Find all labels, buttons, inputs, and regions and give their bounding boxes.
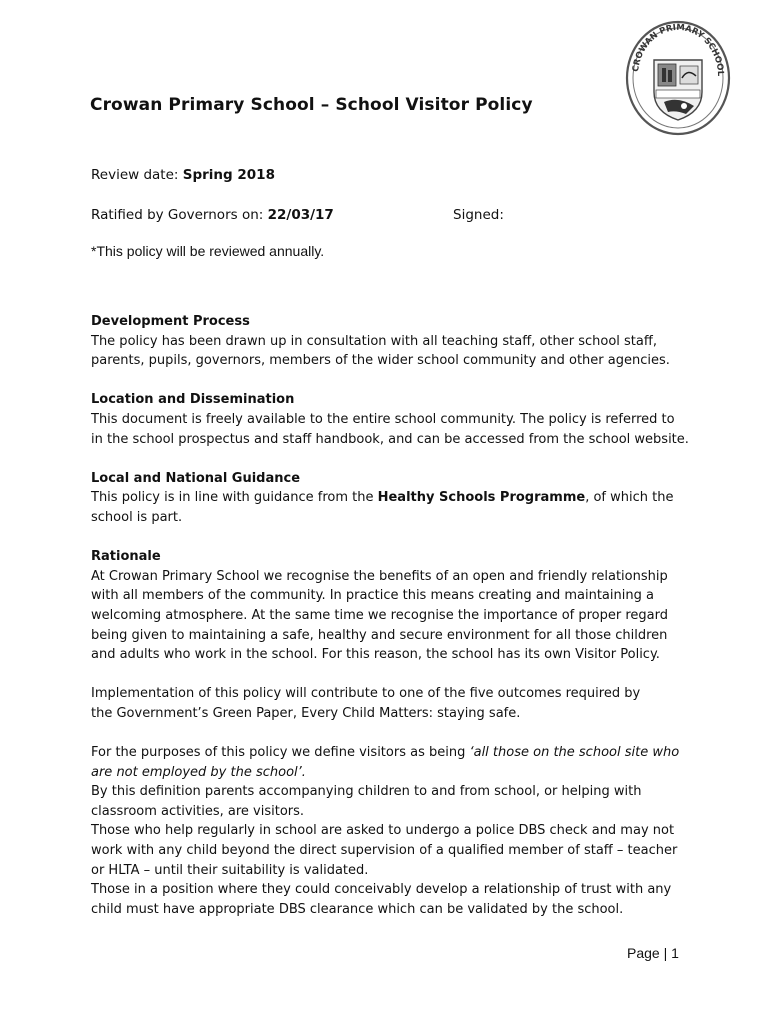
body-line: and adults who work in the school. For this reason, the school has its own Visitor Policy. bbox=[91, 647, 660, 663]
body-line: Implementation of this policy will contribute to one of the five outcomes required by bbox=[91, 686, 641, 702]
body-line: Those in a position where they could conceivably develop a relationship of trust with any bbox=[91, 882, 672, 898]
body-line bbox=[91, 743, 701, 763]
policy-body bbox=[91, 312, 701, 919]
review-date bbox=[91, 167, 275, 183]
definition-quote: are not employed by the school’. bbox=[91, 764, 306, 780]
body-line: work with any child beyond the direct supervision of a qualified member of staff – teacher bbox=[91, 843, 678, 859]
ratified-value: 22/03/17 bbox=[267, 207, 334, 223]
ratified-date bbox=[91, 207, 334, 223]
body-line: This document is freely available to the entire school community. The policy is referred to bbox=[91, 411, 675, 427]
body-line: parents, pupils, governors, members of the wider school community and other agencies. bbox=[91, 353, 670, 369]
seal-text: CROWAN PRIMARY SCHOOL bbox=[631, 22, 726, 77]
body-line: classroom activities, are visitors. bbox=[91, 803, 305, 819]
section-heading: Development Process bbox=[91, 314, 250, 329]
section-heading: Location and Dissemination bbox=[91, 392, 295, 408]
body-line bbox=[91, 488, 701, 508]
body-line: being given to maintaining a safe, healthy and secure environment for all those children bbox=[91, 627, 668, 643]
body-line: the Government’s Green Paper, Every Child Matters: staying safe. bbox=[91, 705, 521, 721]
school-seal-logo bbox=[624, 16, 732, 136]
body-line: in the school prospectus and staff handbook, and can be accessed from the school website. bbox=[91, 431, 689, 447]
page-number: 1 bbox=[671, 945, 679, 961]
body-line: child must have appropriate DBS clearance which can be validated by the school. bbox=[91, 901, 624, 917]
review-date-value: Spring 2018 bbox=[182, 167, 275, 183]
page-label: Page | bbox=[627, 945, 672, 961]
healthy-schools-programme: Healthy Schools Programme bbox=[377, 490, 586, 506]
body-line: By this definition parents accompanying children to and from school, or helping with bbox=[91, 784, 642, 800]
body-line: or HLTA – until their suitability is validated. bbox=[91, 862, 369, 878]
body-line: welcoming atmosphere. At the same time we recognise the importance of proper regard bbox=[91, 607, 669, 623]
section-heading: Rationale bbox=[91, 549, 161, 565]
body-line: Those who help regularly in school are asked to undergo a police DBS check and may not bbox=[91, 823, 675, 839]
body-line: with all members of the community. In practice this means creating and maintaining a bbox=[91, 588, 654, 604]
review-date-label: Review date: bbox=[91, 167, 183, 183]
guidance-text: This policy is in line with guidance from the bbox=[91, 490, 378, 506]
body-line: At Crowan Primary School we recognise the benefits of an open and friendly relationship bbox=[91, 568, 668, 584]
body-line: The policy has been drawn up in consultation with all teaching staff, other school staff, bbox=[91, 333, 657, 349]
page-title: Crowan Primary School – School Visitor Policy bbox=[90, 95, 533, 115]
definition-quote: ‘all those on the school site who bbox=[469, 745, 680, 761]
body-line: school is part. bbox=[91, 509, 183, 525]
ratified-label: Ratified by Governors on: bbox=[91, 207, 268, 223]
page-footer bbox=[627, 945, 679, 961]
definition-text: For the purposes of this policy we define visitors as being bbox=[91, 745, 470, 761]
review-note: *This policy will be reviewed annually. bbox=[91, 243, 325, 259]
signed-label: Signed: bbox=[453, 207, 504, 223]
guidance-text: , of which the bbox=[585, 490, 674, 506]
section-heading: Local and National Guidance bbox=[91, 470, 301, 486]
